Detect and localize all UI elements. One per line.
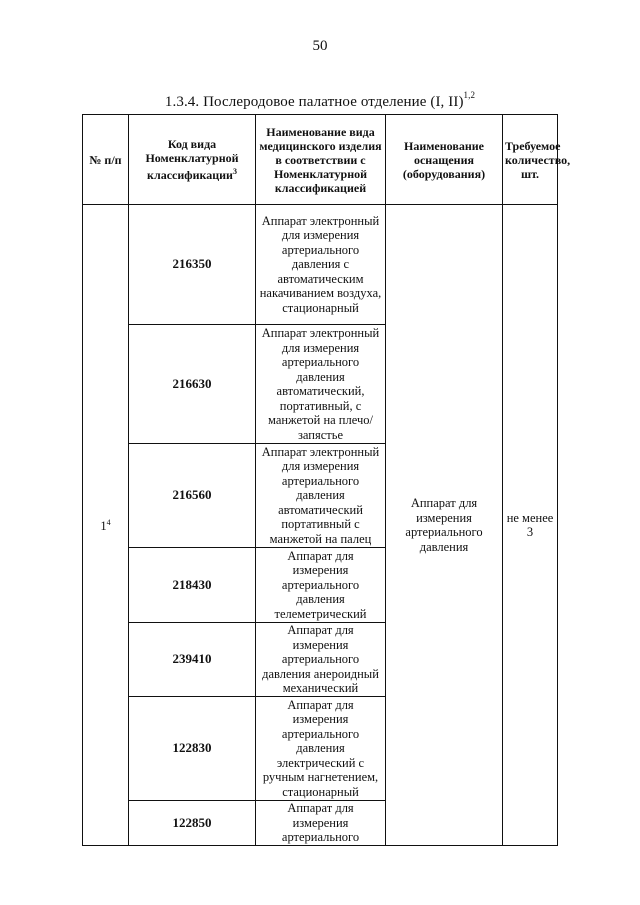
equipment-cell: Аппарат для измерения артериального давления [386, 205, 503, 846]
quantity-cell: не менее 3 [503, 205, 558, 846]
header-name: Наименование вида медицинского изделия в соответствии с Номенклатурной классификацией [256, 115, 386, 205]
code-cell: 216560 [129, 444, 256, 548]
header-equipment: Наименование оснащения (оборудования) [386, 115, 503, 205]
section-title-footnote: 1,2 [463, 90, 476, 100]
header-code-footnote: 3 [232, 167, 237, 176]
name-cell: Аппарат для измерения артериального давления телеметрический [256, 548, 386, 623]
header-code [129, 115, 256, 205]
header-quantity: Требуемое количество, шт. [503, 115, 558, 205]
header-num: № п/п [83, 115, 129, 205]
code-cell: 122850 [129, 801, 256, 846]
equipment-table [82, 114, 571, 846]
name-cell: Аппарат электронный для измерения артериального давления автоматический портативный с манжетой на палец [256, 444, 386, 548]
section-title [0, 92, 640, 111]
name-cell: Аппарат электронный для измерения артериального давления автоматический, портативный, с манжетой на плечо/запястье [256, 325, 386, 444]
name-cell: Аппарат электронный для измерения артериального давления с автоматическим накачиванием воздуха, стационарный [256, 205, 386, 325]
page-number: 50 [312, 38, 328, 54]
section-title-text: 1.3.4. Послеродовое палатное отделение (I, II) [164, 94, 464, 110]
name-cell: Аппарат для измерения артериального давления электрический с ручным нагнетением, стационарный [256, 697, 386, 801]
row-group-number-footnote: 4 [106, 518, 111, 528]
code-cell: 218430 [129, 548, 256, 623]
table-row [83, 205, 558, 325]
code-cell: 122830 [129, 697, 256, 801]
header-code-text: Код вида Номенклатурной классификации [145, 137, 239, 182]
code-cell: 239410 [129, 623, 256, 697]
table-header-row [83, 115, 558, 205]
code-cell: 216350 [129, 205, 256, 325]
code-cell: 216630 [129, 325, 256, 444]
row-group-number [83, 205, 129, 846]
row-group-number-text: 1 [100, 519, 107, 534]
name-cell: Аппарат для измерения артериального [256, 801, 386, 846]
name-cell: Аппарат для измерения артериального давления анероидный механический [256, 623, 386, 697]
